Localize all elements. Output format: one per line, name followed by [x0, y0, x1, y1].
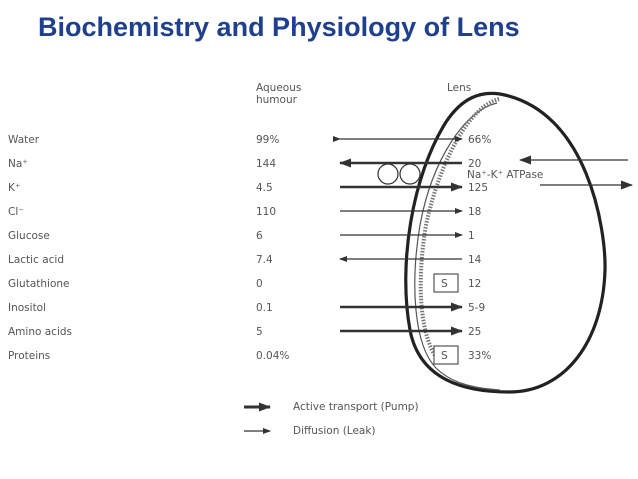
row-label: Cl⁻: [8, 206, 24, 218]
row-label: Na⁺: [8, 158, 28, 170]
row-aqueous-value: 0.04%: [256, 350, 290, 362]
row-aqueous-value: 7.4: [256, 254, 273, 266]
row-lens-value: 25: [468, 326, 482, 338]
row-label: Lactic acid: [8, 254, 64, 266]
row-aqueous-value: 99%: [256, 134, 280, 146]
synthesis-marker: S: [441, 278, 448, 290]
header-aqueous-line1: Aqueous: [256, 82, 302, 94]
pump-label: Na⁺-K⁺ ATPase: [467, 169, 544, 181]
row-label: Water: [8, 134, 40, 146]
row-lens-value: 5-9: [468, 302, 486, 314]
row-aqueous-value: 144: [256, 158, 277, 170]
row-aqueous-value: 4.5: [256, 182, 273, 194]
row-lens-value: 125: [468, 182, 489, 194]
row-label: Inositol: [8, 302, 47, 314]
table-row: [8, 134, 491, 146]
legend-active-label: Active transport (Pump): [293, 401, 419, 413]
row-lens-value: 14: [468, 254, 482, 266]
row-aqueous-value: 0.1: [256, 302, 273, 314]
row-aqueous-value: 5: [256, 326, 263, 338]
row-label: Amino acids: [8, 326, 73, 338]
row-label: K⁺: [8, 182, 21, 194]
row-lens-value: 12: [468, 278, 482, 290]
slide-title: Biochemistry and Physiology of Lens: [38, 12, 520, 42]
pump-loop-icon: [378, 164, 420, 184]
synthesis-marker: S: [441, 350, 448, 362]
legend: [244, 401, 419, 437]
table-row: [8, 254, 482, 266]
row-lens-value: 18: [468, 206, 482, 218]
table-row: [8, 158, 481, 170]
row-lens-value: 1: [468, 230, 475, 242]
header-lens: Lens: [447, 82, 472, 94]
row-lens-value: 33%: [468, 350, 492, 362]
row-label: Glutathione: [8, 278, 70, 290]
row-label: Glucose: [8, 230, 50, 242]
header-aqueous-line2: humour: [256, 94, 297, 106]
row-label: Proteins: [8, 350, 51, 362]
table-row: [8, 230, 475, 242]
table-row: [8, 274, 481, 292]
row-lens-value: 20: [468, 158, 482, 170]
row-aqueous-value: 0: [256, 278, 263, 290]
row-aqueous-value: 110: [256, 206, 277, 218]
row-lens-value: 66%: [468, 134, 492, 146]
row-aqueous-value: 6: [256, 230, 263, 242]
legend-diffusion-label: Diffusion (Leak): [293, 425, 376, 437]
table-row: [8, 302, 485, 314]
